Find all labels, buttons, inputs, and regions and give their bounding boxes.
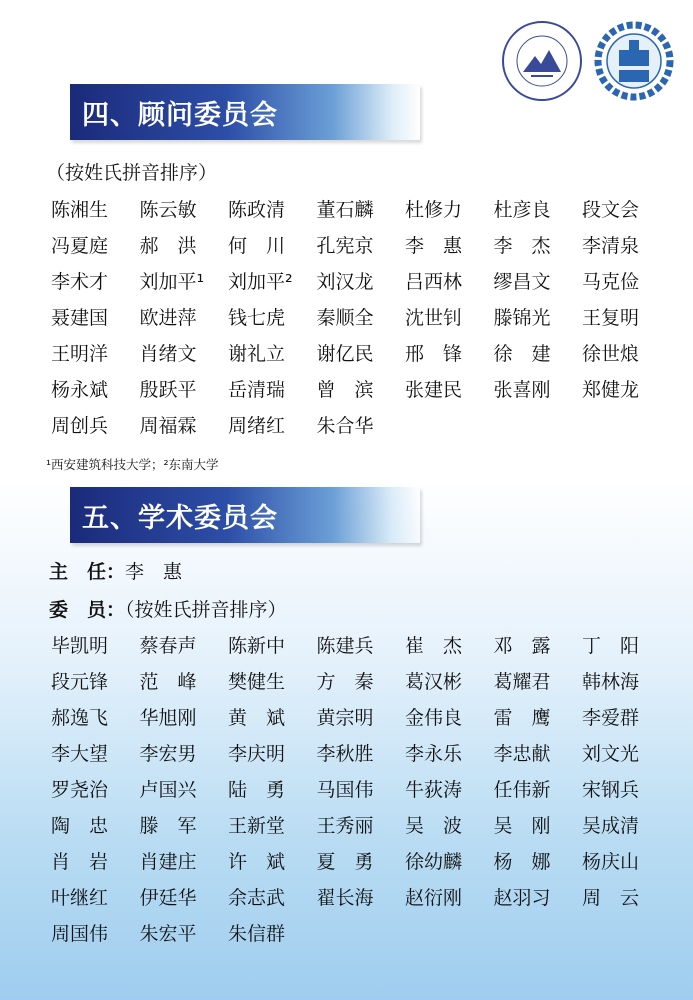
member-name: 殷跃平 (139, 378, 197, 401)
advisory-name-grid (51, 190, 671, 442)
member-name: 陈云敏 (139, 198, 197, 221)
academic-name-grid (51, 626, 671, 950)
member-name: 葛耀君 (493, 670, 551, 693)
name-row (51, 842, 671, 878)
member-name: 孔宪京 (316, 234, 374, 257)
member-name: 金伟良 (405, 706, 463, 729)
name-row (51, 370, 671, 406)
name-row (51, 626, 671, 662)
member-name: 杨永斌 (51, 378, 109, 401)
member-name: 夏 勇 (316, 850, 374, 873)
member-name: 杜彦良 (493, 198, 551, 221)
member-name: 肖 岩 (51, 850, 109, 873)
member-name: 任伟新 (493, 778, 551, 801)
members-label: 委 员： (49, 599, 126, 621)
member-name: 刘汉龙 (316, 270, 374, 293)
member-name: 冯夏庭 (51, 234, 109, 257)
member-name: 陶 忠 (51, 814, 109, 837)
member-name: 朱合华 (316, 414, 374, 437)
member-name: 牛荻涛 (405, 778, 463, 801)
member-name: 滕 军 (139, 814, 197, 837)
member-name: 陈政清 (228, 198, 286, 221)
member-name: 聂建国 (51, 306, 109, 329)
member-name: 张建民 (405, 378, 463, 401)
director-name: 李 惠 (125, 561, 183, 583)
member-name: 周创兵 (51, 414, 109, 437)
member-name: 岳清瑞 (228, 378, 286, 401)
member-name: 雷 鹰 (493, 706, 551, 729)
member-name: 黄 斌 (228, 706, 286, 729)
member-name: 郝逸飞 (51, 706, 109, 729)
name-row (51, 298, 671, 334)
member-name: 周福霖 (139, 414, 197, 437)
member-name: 黄宗明 (316, 706, 374, 729)
member-name: 邓 露 (493, 634, 551, 657)
advisory-order-note: （按姓氏拼音排序） (46, 162, 218, 184)
academic-title: 五、学术委员会 (82, 503, 278, 534)
member-name: 刘文光 (582, 742, 640, 765)
member-name: 秦顺全 (316, 306, 374, 329)
member-name: 肖建庄 (139, 850, 197, 873)
member-name: 沈世钊 (405, 306, 463, 329)
name-row (51, 262, 671, 298)
hit-logo (593, 20, 675, 102)
logo-group (501, 20, 675, 102)
member-name: 吴 刚 (493, 814, 551, 837)
name-row (51, 734, 671, 770)
member-name: 周 云 (582, 886, 640, 909)
member-name: 郑健龙 (582, 378, 640, 401)
member-name: 吴 波 (405, 814, 463, 837)
member-name: 赵衍刚 (405, 886, 463, 909)
member-name: 徐幼麟 (405, 850, 463, 873)
name-row (51, 806, 671, 842)
advisory-section-header (70, 84, 420, 140)
member-name: 邢 锋 (405, 342, 463, 365)
member-name: 陈建兵 (316, 634, 374, 657)
member-name: 缪昌文 (493, 270, 551, 293)
member-name: 余志武 (228, 886, 286, 909)
member-name: 翟长海 (316, 886, 374, 909)
member-name: 崔 杰 (405, 634, 463, 657)
members-line (49, 595, 287, 622)
member-name: 段元锋 (51, 670, 109, 693)
name-row (51, 226, 671, 262)
member-name: 李 惠 (405, 234, 463, 257)
member-name: 滕锦光 (493, 306, 551, 329)
member-name: 李爱群 (582, 706, 640, 729)
member-name: 刘加平² (228, 270, 293, 293)
member-name: 徐 建 (493, 342, 551, 365)
member-name: 宋钢兵 (582, 778, 640, 801)
member-name: 杨庆山 (582, 850, 640, 873)
member-name: 欧进萍 (139, 306, 197, 329)
name-row (51, 406, 671, 442)
nsfc-logo (501, 20, 583, 102)
member-name: 许 斌 (228, 850, 286, 873)
member-name: 陈新中 (228, 634, 286, 657)
member-name: 马克俭 (582, 270, 640, 293)
member-name: 李忠献 (493, 742, 551, 765)
member-name: 葛汉彬 (405, 670, 463, 693)
member-name: 王秀丽 (316, 814, 374, 837)
member-name: 谢亿民 (316, 342, 374, 365)
member-name: 李术才 (51, 270, 109, 293)
member-name: 李宏男 (139, 742, 197, 765)
member-name: 方 秦 (316, 670, 374, 693)
member-name: 叶继红 (51, 886, 109, 909)
name-row (51, 914, 671, 950)
member-name: 李 杰 (493, 234, 551, 257)
member-name: 毕凯明 (51, 634, 109, 657)
member-name: 卢国兴 (139, 778, 197, 801)
name-row (51, 770, 671, 806)
member-name: 韩林海 (582, 670, 640, 693)
member-name: 段文会 (582, 198, 640, 221)
name-row (51, 190, 671, 226)
member-name: 周国伟 (51, 922, 109, 945)
academic-section-header (70, 487, 420, 543)
member-name: 杨 娜 (493, 850, 551, 873)
member-name: 王新堂 (228, 814, 286, 837)
member-name: 蔡春声 (139, 634, 197, 657)
member-name: 伊廷华 (139, 886, 197, 909)
director-line (49, 557, 182, 584)
director-label: 主 任： (49, 561, 126, 583)
member-name: 罗尧治 (51, 778, 109, 801)
member-name: 肖绪文 (139, 342, 197, 365)
member-name: 吴成清 (582, 814, 640, 837)
member-name: 王复明 (582, 306, 640, 329)
member-name: 张喜刚 (493, 378, 551, 401)
member-name: 丁 阳 (582, 634, 640, 657)
name-row (51, 878, 671, 914)
name-row (51, 662, 671, 698)
member-name: 周绪红 (228, 414, 286, 437)
member-name: 刘加平¹ (139, 270, 205, 293)
member-name: 何 川 (228, 234, 286, 257)
name-row (51, 698, 671, 734)
member-name: 吕西林 (405, 270, 463, 293)
member-name: 徐世烺 (582, 342, 640, 365)
advisory-title: 四、顾问委员会 (82, 100, 278, 131)
member-name: 李庆明 (228, 742, 286, 765)
member-name: 赵羽习 (493, 886, 551, 909)
member-name: 李大望 (51, 742, 109, 765)
advisory-footnote: ¹西安建筑科技大学；²东南大学 (46, 457, 219, 472)
name-row (51, 334, 671, 370)
member-name: 李清泉 (582, 234, 640, 257)
member-name: 马国伟 (316, 778, 374, 801)
member-name: 范 峰 (139, 670, 197, 693)
member-name: 谢礼立 (228, 342, 286, 365)
member-name: 朱宏平 (139, 922, 197, 945)
member-name: 陈湘生 (51, 198, 109, 221)
member-name: 王明洋 (51, 342, 109, 365)
member-name: 郝 洪 (139, 234, 197, 257)
member-name: 钱七虎 (228, 306, 286, 329)
member-name: 杜修力 (405, 198, 463, 221)
member-name: 陆 勇 (228, 778, 286, 801)
member-name: 樊健生 (228, 670, 286, 693)
academic-order-note: （按姓氏拼音排序） (125, 599, 287, 621)
member-name: 华旭刚 (139, 706, 197, 729)
member-name: 朱信群 (228, 922, 286, 945)
member-name: 李永乐 (405, 742, 463, 765)
member-name: 李秋胜 (316, 742, 374, 765)
member-name: 董石麟 (316, 198, 374, 221)
member-name: 曾 滨 (316, 378, 374, 401)
